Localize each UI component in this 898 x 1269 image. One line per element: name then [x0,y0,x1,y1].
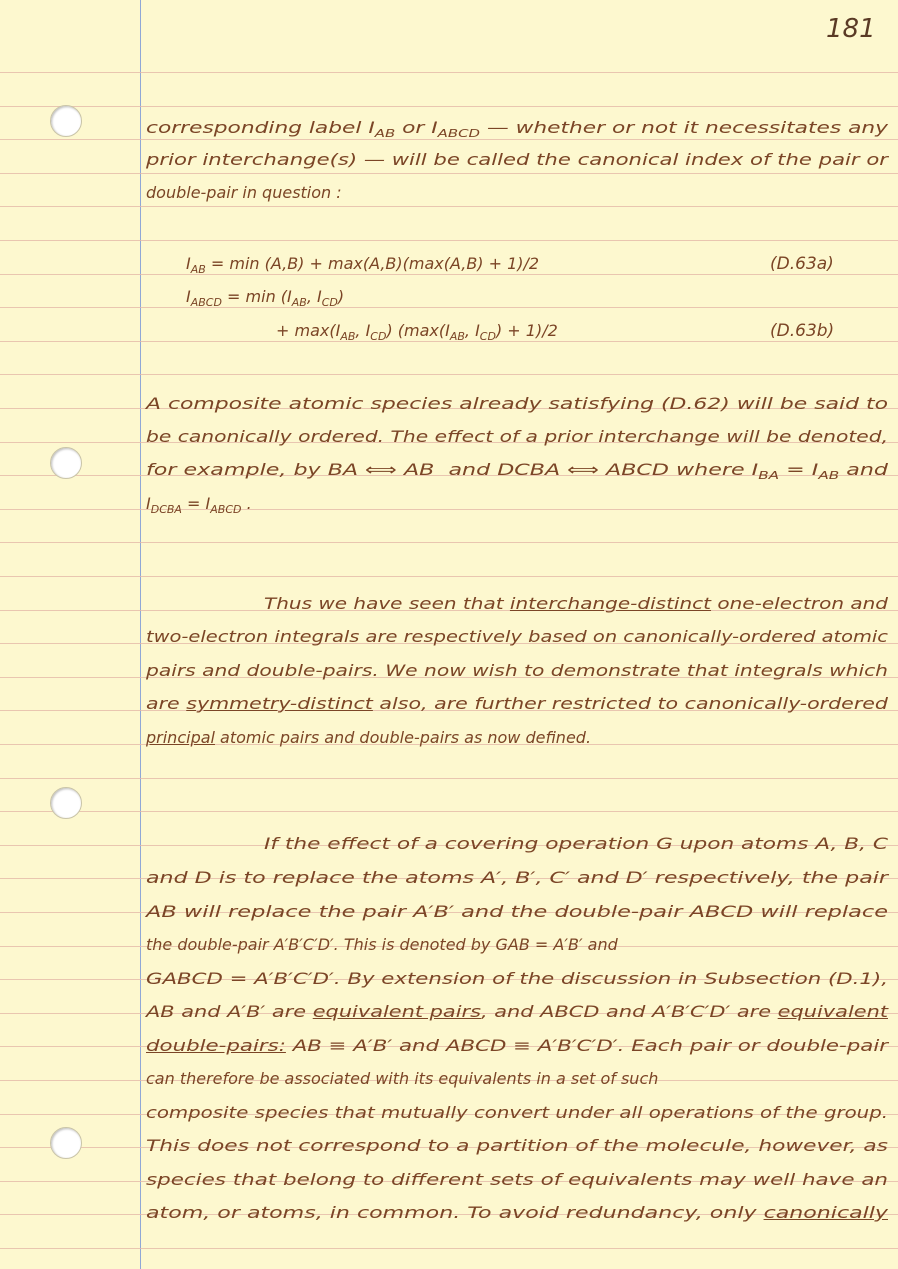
text-line [264,594,888,614]
ruled-line [0,307,898,308]
underlined-text: symmetry-distinct [186,694,373,713]
text-segment: , I [355,321,371,340]
text-line [186,254,539,280]
text-segment: composite species that mutually convert under all operations of the group. [146,1103,888,1122]
text-segment: Thus we have seen that [264,594,510,613]
ruled-line [0,576,898,577]
text-line [146,394,888,414]
subscript: ABCD [210,503,242,516]
underlined-text: double-pairs: [146,1036,286,1055]
text-line [146,1069,658,1089]
text-segment: GABCD = A′B′C′D′. By extension of the discussion in Subsection (D.1), [146,969,888,988]
punch-hole [50,447,82,479]
underlined-text: principal [146,728,215,747]
equation-number: (D.63a) [770,254,834,274]
text-segment: the double-pair A′B′C′D′. This is denoted by GAB = A′B′ and [146,935,618,954]
text-segment: This does not correspond to a partition of the molecule, however, as [146,1136,888,1155]
text-segment: and [839,460,888,479]
subscript: AB [449,330,465,343]
ruled-line [0,778,898,779]
ruled-line [0,374,898,375]
ruled-line [0,542,898,543]
text-segment: or I [395,118,438,137]
subscript: AB [340,330,356,343]
text-segment: are [146,694,187,713]
underlined-text: interchange-distinct [509,594,712,613]
punch-hole [50,1127,82,1159]
text-line [146,694,888,714]
subscript: AB [374,127,396,140]
subscript: AB [291,296,307,309]
text-segment: . [241,494,252,513]
text-segment: — whether or not it necessitates any [480,118,888,137]
subscript: AB [190,263,206,276]
text-line [146,902,888,922]
text-line [146,969,888,989]
text-line [146,460,888,486]
text-segment: If the effect of a covering operation G upon atoms A, B, C [264,834,888,853]
underlined-text: equivalent pairs [312,1002,481,1021]
text-line [146,427,888,447]
text-segment: and D is to replace the atoms A′, B′, C′ and D′ respectively, the pair [146,868,888,887]
text-segment: A composite atomic species already satisfying (D.62) will be said to [146,394,888,413]
text-line [146,1170,888,1190]
text-segment: I [186,254,191,273]
page-number: 181 [826,14,876,44]
text-segment: = min (I [221,287,292,306]
text-segment: pairs and double-pairs. We now wish to demonstrate that integrals which [146,661,888,680]
text-line [264,834,888,854]
text-segment: species that belong to different sets of equivalents may well have an [146,1170,888,1189]
text-line [146,728,591,748]
text-segment: atomic pairs and double-pairs as now defined. [214,728,592,747]
text-segment: + max(I [276,321,341,340]
subscript: CD [370,330,387,343]
subscript: BA [758,469,780,482]
subscript: ABCD [437,127,481,140]
text-line [146,1103,888,1123]
text-segment: two-electron integrals are respectively based on canonically-ordered atomic [146,627,888,646]
subscript: ABCD [190,296,222,309]
text-line [146,661,888,681]
text-segment: ) + 1)/2 [495,321,558,340]
text-segment: corresponding label I [146,118,375,137]
text-segment: , I [464,321,480,340]
subscript: CD [479,330,496,343]
text-line [146,1036,888,1056]
punch-hole [50,787,82,819]
text-line [146,494,252,520]
subscript: CD [321,296,338,309]
subscript: DCBA [150,503,182,516]
text-line [146,627,888,647]
text-line [276,321,558,347]
text-segment: for example, by BA ⟺ AB and DCBA ⟺ ABCD where I [146,460,759,479]
text-segment: double-pair in question : [146,183,342,202]
text-segment: , and ABCD and A′B′C′D′ are [480,1002,778,1021]
ruled-line [0,509,898,510]
text-segment: = I [181,494,211,513]
text-segment: be canonically ordered. The effect of a prior interchange will be denoted, [146,427,888,446]
text-segment: , I [306,287,322,306]
text-segment: prior interchange(s) — will be called the canonical index of the pair or [146,150,888,169]
text-segment: = I [779,460,819,479]
ruled-line [0,173,898,174]
text-segment: ) [337,287,345,306]
text-line [146,1203,888,1223]
text-line [146,935,618,955]
text-line [146,150,888,170]
text-segment: = min (A,B) + max(A,B)(max(A,B) + 1)/2 [205,254,540,273]
punch-hole [50,105,82,137]
ruled-line [0,106,898,107]
text-segment: I [146,494,151,513]
text-line [146,1002,888,1022]
text-segment: atom, or atoms, in common. To avoid redundancy, only [146,1203,764,1222]
equation-number: (D.63b) [770,321,835,341]
text-segment: can therefore be associated with its equivalents in a set of such [146,1069,659,1088]
text-segment: ) (max(I [386,321,450,340]
text-segment: I [186,287,191,306]
text-line [146,183,342,203]
text-segment: one-electron and [711,594,888,613]
text-line [186,287,344,313]
underlined-text: canonically [763,1203,888,1222]
text-segment: AB will replace the pair A′B′ and the double-pair ABCD will replace [146,902,888,921]
text-line [146,1136,888,1156]
ruled-line [0,240,898,241]
text-segment: AB ≡ A′B′ and ABCD ≡ A′B′C′D′. Each pair or double-pair [285,1036,888,1055]
underlined-text: equivalent [777,1002,888,1021]
margin-line [140,0,141,1269]
ruled-line [0,811,898,812]
text-line [146,118,888,144]
text-segment: also, are further restricted to canonically-ordered [372,694,888,713]
ruled-line [0,72,898,73]
ruled-line [0,1248,898,1249]
text-line [146,868,888,888]
subscript: AB [818,469,840,482]
text-segment: AB and A′B′ are [146,1002,313,1021]
ruled-line [0,206,898,207]
